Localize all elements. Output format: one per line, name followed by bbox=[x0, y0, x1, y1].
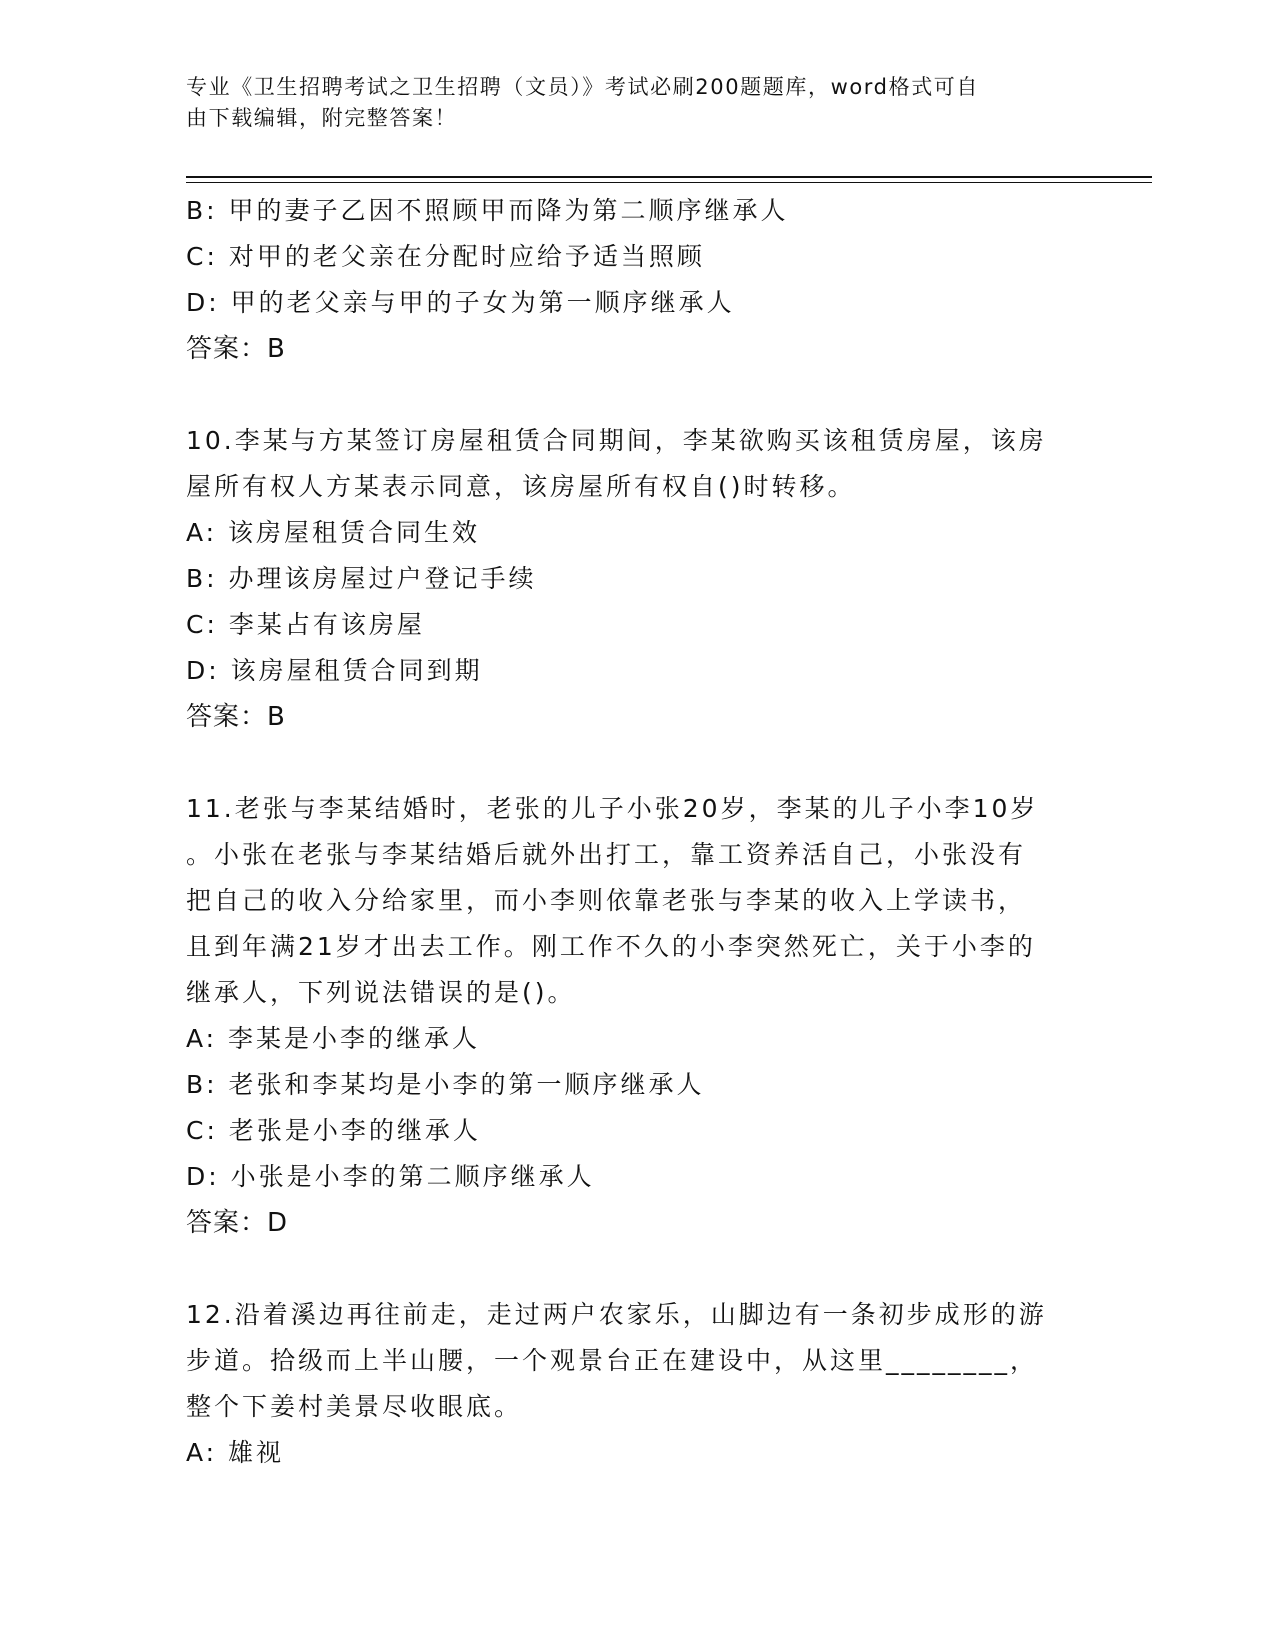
question-12 bbox=[186, 1292, 1086, 1476]
option-d: D: 该房屋租赁合同到期 bbox=[186, 656, 483, 685]
answer: 答案：B bbox=[186, 702, 286, 732]
question-stem-line: 。小张在老张与李某结婚后就外出打工，靠工资养活自己，小张没有 bbox=[186, 840, 1027, 869]
option-c: C: 李某占有该房屋 bbox=[186, 610, 425, 639]
option-b: B: 甲的妻子乙因不照顾甲而降为第二顺序继承人 bbox=[186, 196, 789, 225]
option-d: D: 小张是小李的第二顺序继承人 bbox=[186, 1162, 595, 1191]
header-divider-thin bbox=[186, 182, 1152, 183]
question-stem-line: 10.李某与方某签订房屋租赁合同期间，李某欲购买该租赁房屋，该房 bbox=[186, 426, 1047, 455]
answer: 答案：D bbox=[186, 1208, 289, 1238]
option-c: C: 老张是小李的继承人 bbox=[186, 1116, 481, 1145]
question-stem-line: 12.沿着溪边再往前走，走过两户农家乐，山脚边有一条初步成形的游 bbox=[186, 1300, 1047, 1329]
question-stem-line: 把自己的收入分给家里，而小李则依靠老张与李某的收入上学读书， bbox=[186, 886, 1027, 915]
option-d: D: 甲的老父亲与甲的子女为第一顺序继承人 bbox=[186, 288, 735, 317]
option-b: B: 老张和李某均是小李的第一顺序继承人 bbox=[186, 1070, 705, 1099]
question-stem-line: 继承人，下列说法错误的是()。 bbox=[186, 978, 576, 1007]
option-a: A: 雄视 bbox=[186, 1438, 285, 1467]
option-b: B: 办理该房屋过户登记手续 bbox=[186, 564, 537, 593]
header-line-2: 由下载编辑，附完整答案！ bbox=[186, 106, 458, 130]
question-stem-line: 且到年满21岁才出去工作。刚工作不久的小李突然死亡，关于小李的 bbox=[186, 932, 1036, 961]
question-stem-line: 屋所有权人方某表示同意，该房屋所有权自()时转移。 bbox=[186, 472, 856, 501]
header-line-1: 专业《卫生招聘考试之卫生招聘（文员）》考试必刷200题题库，word格式可自 bbox=[186, 75, 979, 99]
question-stem-line: 步道。拾级而上半山腰，一个观景台正在建设中，从这里________， bbox=[186, 1346, 1039, 1375]
option-c: C: 对甲的老父亲在分配时应给予适当照顾 bbox=[186, 242, 705, 271]
question-stem-line: 整个下姜村美景尽收眼底。 bbox=[186, 1392, 523, 1421]
prev-question-block bbox=[186, 188, 1086, 372]
option-a: A: 李某是小李的继承人 bbox=[186, 1024, 481, 1053]
question-stem-line: 11.老张与李某结婚时，老张的儿子小张20岁，李某的儿子小李10岁 bbox=[186, 794, 1039, 823]
document-header bbox=[186, 72, 1066, 134]
question-content bbox=[186, 188, 1086, 1476]
question-11 bbox=[186, 786, 1086, 1246]
question-10 bbox=[186, 418, 1086, 740]
option-a: A: 该房屋租赁合同生效 bbox=[186, 518, 481, 547]
header-divider bbox=[186, 176, 1152, 178]
answer: 答案：B bbox=[186, 334, 286, 364]
